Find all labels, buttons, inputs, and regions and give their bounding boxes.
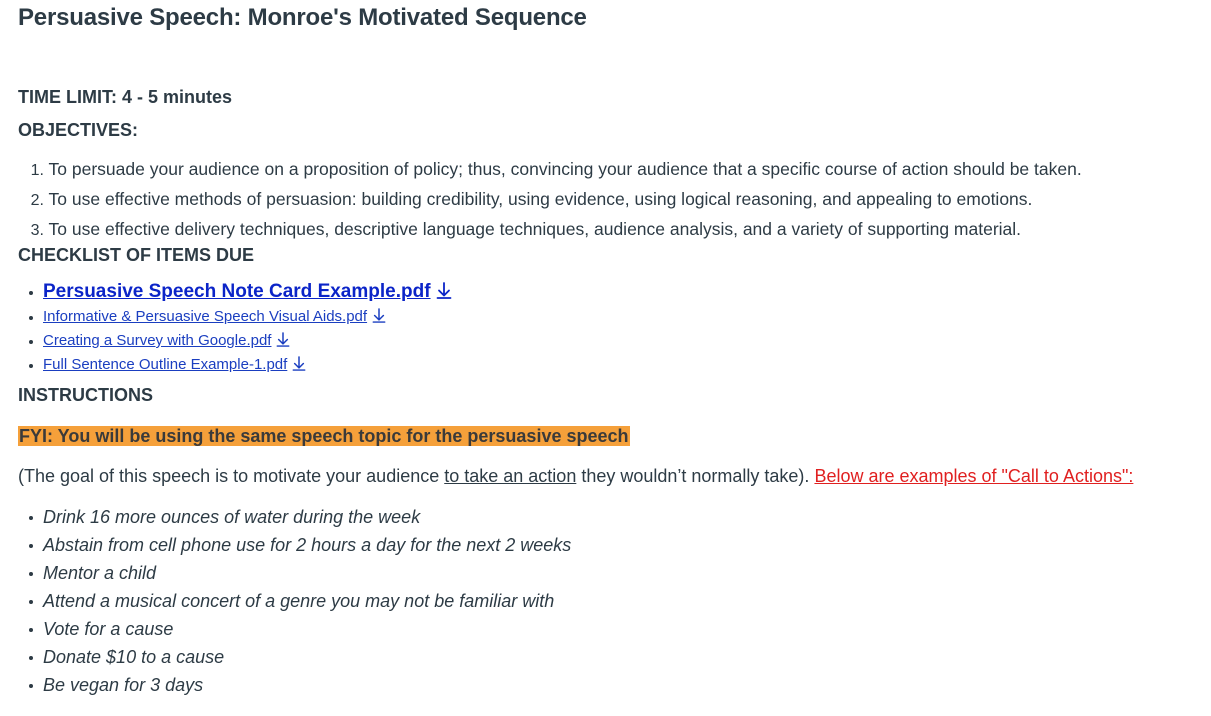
call-to-action-item: Drink 16 more ounces of water during the week — [18, 503, 571, 531]
objective-text: To use effective delivery techniques, descriptive language techniques, audience analysis, and a variety of supporting material. — [44, 219, 1022, 239]
file-list-item — [18, 278, 452, 305]
objective-number: 1. — [30, 162, 44, 179]
objective-item — [18, 155, 1082, 185]
objective-number: 3. — [30, 222, 44, 239]
download-icon[interactable] — [276, 331, 290, 355]
objective-item — [18, 215, 1082, 245]
objectives-list — [18, 155, 1082, 245]
download-icon[interactable] — [372, 307, 386, 331]
download-icon[interactable] — [436, 280, 452, 307]
file-link-survey-google[interactable]: Creating a Survey with Google.pdf — [43, 332, 272, 349]
objective-item — [18, 185, 1082, 215]
download-icon[interactable] — [292, 355, 306, 379]
call-to-action-item: Donate $10 to a cause — [18, 643, 571, 671]
time-limit-label: TIME LIMIT: — [18, 87, 117, 107]
goal-underlined-phrase: to take an action — [444, 466, 577, 486]
time-limit — [18, 87, 232, 108]
call-to-action-item: Attend a musical concert of a genre you may not be familiar with — [18, 587, 571, 615]
call-to-actions-link[interactable]: Below are examples of "Call to Actions": — [814, 466, 1134, 486]
checklist-file-list — [18, 278, 452, 377]
call-to-action-item: Be vegan for 3 days — [18, 671, 571, 699]
objective-text: To use effective methods of persuasion: building credibility, using evidence, using logical reasoning, and appealing to emotions. — [44, 189, 1033, 209]
call-to-action-item: Abstain from cell phone use for 2 hours a day for the next 2 weeks — [18, 531, 571, 559]
objectives-heading: OBJECTIVES: — [18, 120, 139, 140]
page-title: Persuasive Speech: Monroe's Motivated Sequence — [18, 4, 587, 31]
file-link-visual-aids[interactable]: Informative & Persuasive Speech Visual Aids.pdf — [43, 308, 368, 325]
file-list-item — [18, 305, 452, 329]
instructions-heading: INSTRUCTIONS — [18, 385, 153, 405]
objective-number: 2. — [30, 192, 44, 209]
file-link-note-card-example[interactable]: Persuasive Speech Note Card Example.pdf — [43, 281, 431, 302]
file-list-item — [18, 353, 452, 377]
time-limit-value: 4 - 5 minutes — [116, 87, 233, 107]
file-link-outline-example[interactable]: Full Sentence Outline Example-1.pdf — [43, 356, 288, 373]
checklist-heading: CHECKLIST OF ITEMS DUE — [18, 245, 255, 265]
goal-suffix: they wouldn’t normally take). — [576, 466, 815, 486]
fyi-note — [18, 425, 630, 448]
call-to-actions-list — [18, 503, 571, 699]
file-list-item — [18, 329, 452, 353]
call-to-action-item: Mentor a child — [18, 559, 571, 587]
objective-text: To persuade your audience on a proposition of policy; thus, convincing your audience that a specific course of action should be taken. — [44, 159, 1082, 179]
fyi-highlight-text: FYI: You will be using the same speech topic for the persuasive speech — [19, 426, 629, 446]
goal-prefix: (The goal of this speech is to motivate your audience — [18, 466, 445, 486]
call-to-action-item: Vote for a cause — [18, 615, 571, 643]
goal-paragraph — [18, 465, 1133, 488]
